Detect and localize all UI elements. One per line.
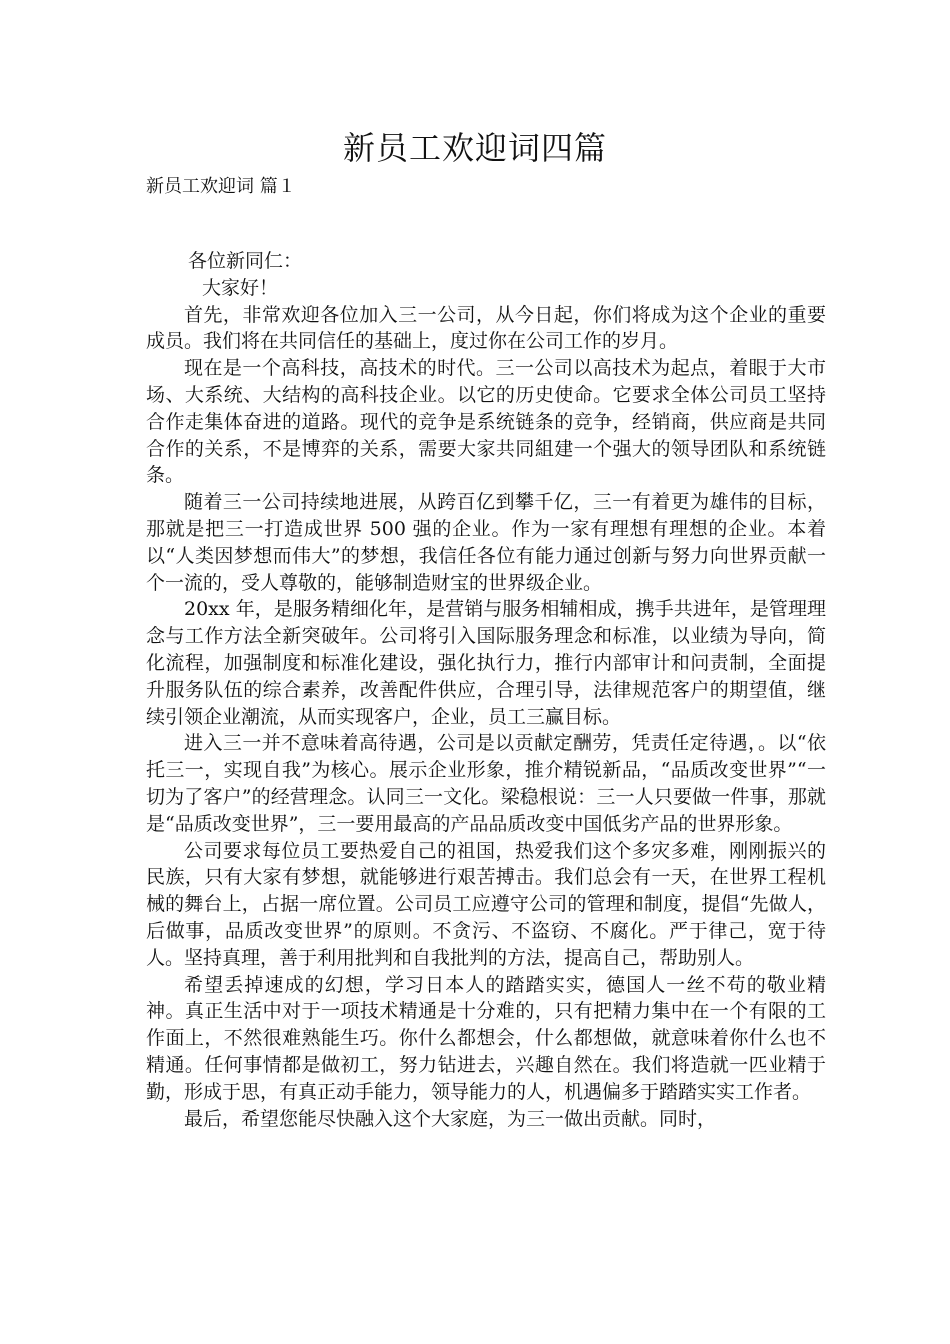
paragraph: 公司要求每位员工要热爱自己的祖国，热爱我们这个多灾多难，刚刚振兴的民族，只有大家有梦想，就能够进行艰苦搏击。我们总会有一天，在世界工程机械的舞台上，占据一席位置。公司员工应遵守公司的管理和制度，提倡“先做人，后做事，品质改变世界”的原则。不贪污、不盗窃、不腐化。严于律己，宽于待人。坚持真理，善于利用批判和自我批判的方法，提高自己，帮助别人。: [146, 839, 826, 969]
document-title: 新员工欢迎词四篇: [342, 129, 607, 167]
paragraph: 20xx 年，是服务精细化年，是营销与服务相辅相成，携手共进年，是管理理念与工作方法全新突破年。公司将引入国际服务理念和标准，以业绩为导向，简化流程，加强制度和标准化建设，强化执行力，推行内部审计和问责制，全面提升服务队伍的综合素养，改善配件供应，合理引导，法律规范客户的期望值，继续引领企业潮流，从而实现客户，企业，员工三赢目标。: [146, 598, 826, 728]
paragraph: 首先，非常欢迎各位加入三一公司，从今日起，你们将成为这个企业的重要成员。我们将在共同信任的基础上，度过你在公司工作的岁月。: [146, 303, 826, 353]
salutation: 各位新同仁：: [188, 250, 303, 272]
paragraph: 随着三一公司持续地进展，从跨百亿到攀千亿，三一有着更为雄伟的目标，那就是把三一打造成世界 500 强的企业。作为一家有理想有理想的企业。本着以“人类因梦想而伟大”的梦想，我信任各位有能力通过创新与努力向世界贡献一个一流的，受人尊敬的，能够制造财宝的世界级企业。: [146, 491, 826, 594]
section-heading: 新员工欢迎词 篇１: [146, 176, 296, 197]
greeting: 大家好！: [202, 276, 279, 299]
paragraph: 进入三一并不意味着高待遇，公司是以贡献定酬劳，凭责任定待遇，。以“依托三一，实现自我”为核心。展示企业形象，推介精锐新品，“品质改变世界”“一切为了客户”的经营理念。认同三一文化。梁稳根说：三一人只要做一件事，那就是“品质改变世界”，三一要用最高的产品品质改变中国低劣产品的世界形象。: [146, 732, 826, 835]
paragraph: 现在是一个高科技，高技术的时代。三一公司以高技术为起点，着眼于大市场、大系统、大结构的高科技企业。以它的历史使命。它要求全体公司员工坚持合作走集体奋进的道路。现代的竞争是系统链条的竞争，经销商，供应商是共同合作的关系，不是博弈的关系，需要大家共同組建一个强大的领导团队和系统链条。: [146, 357, 826, 487]
paragraph: 最后，希望您能尽快融入这个大家庭，为三一做出贡献。同时，: [184, 1107, 717, 1130]
paragraph: 希望丢掉速成的幻想，学习日本人的踏踏实实，德国人一丝不苟的敬业精神。真正生活中对于一项技术精通是十分难的，只有把精力集中在一个有限的工作面上，不然很难熟能生巧。你什么都想会，什么都想做，就意味着你什么也不精通。任何事情都是做初工，努力钻进去，兴趣自然在。我们将造就一匹业精于勤，形成于思，有真正动手能力，领导能力的人，机遇偏多于踏踏实实工作者。: [146, 973, 826, 1103]
document-body: [146, 248, 826, 1132]
